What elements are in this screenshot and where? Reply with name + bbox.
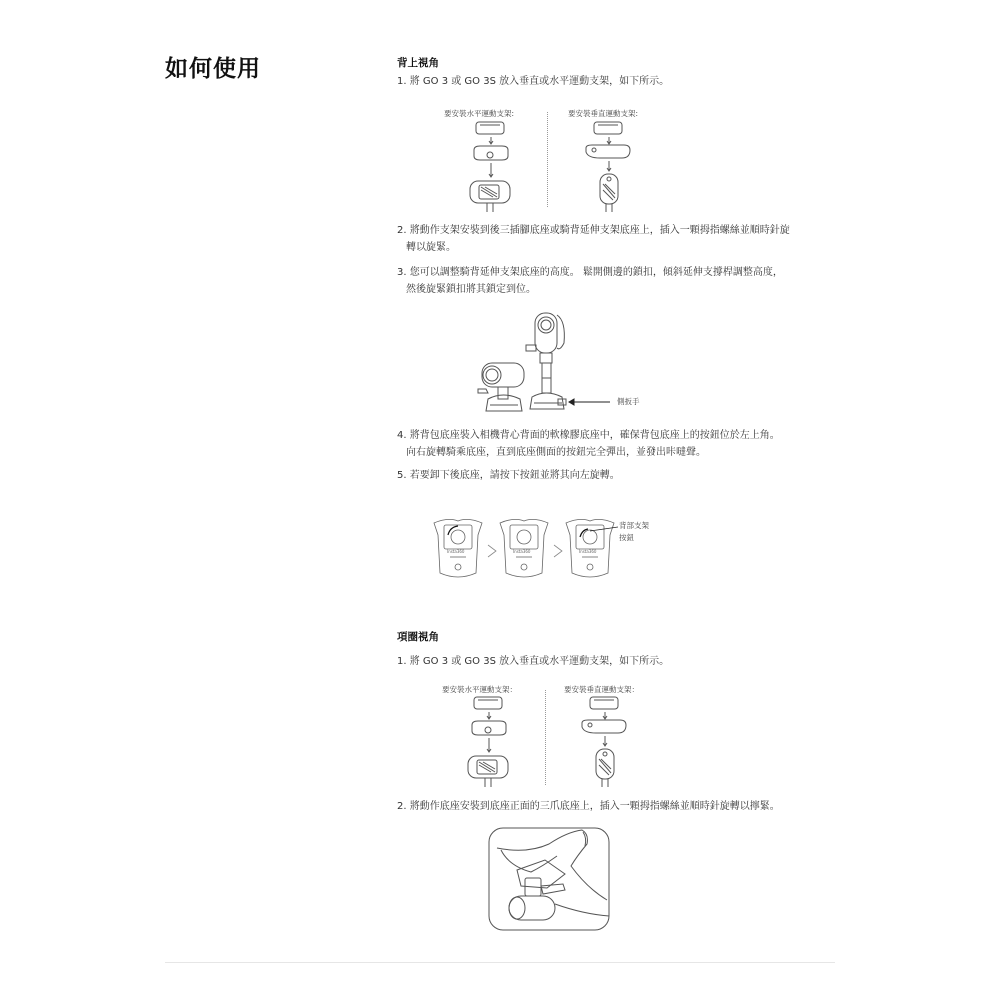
horizontal-mount-illustration [460, 693, 520, 788]
step-number: 1. [397, 76, 407, 87]
step-text: 將 GO 3 或 GO 3S 放入垂直或水平運動支架，如下所示。 [409, 656, 670, 667]
step-text-continued: 向右旋轉騎乘底座，直到底座側面的按鈕完全彈出，並發出咔噠聲。 [406, 447, 706, 458]
footer-divider [165, 962, 835, 963]
page-title: 如何使用 [165, 56, 261, 82]
side-lever-callout: 側扳手 [617, 397, 640, 406]
collar-mount-illustration [487, 826, 612, 934]
vest-brand-3: Insta360 [579, 549, 597, 554]
horizontal-mount-label: 要安裝水平運動支架: [444, 109, 515, 118]
vest-brand-1: Insta360 [447, 549, 465, 554]
extension-mount-illustration [470, 303, 620, 418]
step-number: 2. [397, 225, 407, 236]
step-number: 3. [397, 267, 407, 278]
horizontal-mount-label: 要安裝水平運動支架： [442, 685, 517, 694]
step-number: 1. [397, 656, 407, 667]
step-text: 將動作支架安裝到後三插腳底座或騎背延伸支架底座上，插入一顆拇指螺絲並順時針旋 [409, 225, 790, 236]
step-text: 將背包底座裝入相機背心背面的軟橡膠底座中，確保背包底座上的按鈕位於左上角。 [409, 430, 780, 441]
step-text: 您可以調整騎背延伸支架底座的高度。 鬆開側邊的鎖扣，傾斜延伸支撐桿調整高度， [409, 267, 783, 278]
diagram-divider [545, 690, 546, 785]
callout-line-2: 按鈕 [619, 533, 634, 542]
back-step-5 [397, 467, 620, 484]
back-step-3 [397, 264, 783, 298]
step-text: 將 GO 3 或 GO 3S 放入垂直或水平運動支架，如下所示。 [409, 76, 670, 87]
collar-step-1 [397, 653, 669, 670]
back-step-2 [397, 222, 790, 256]
step-text: 若要卸下後底座，請按下按鈕並將其向左旋轉。 [409, 470, 620, 481]
step-text-continued: 然後旋緊鎖扣將其鎖定到位。 [406, 284, 536, 295]
back-step-1 [397, 73, 669, 90]
vest-brand-2: Insta360 [513, 549, 531, 554]
step-text-continued: 轉以旋緊。 [406, 242, 456, 253]
vertical-mount-illustration [580, 118, 640, 213]
collar-view-heading: 項圈視角 [397, 631, 439, 643]
diagram-divider [547, 112, 548, 207]
back-step-4 [397, 427, 780, 461]
step-number: 2. [397, 801, 407, 812]
vertical-mount-label: 要安裝垂直運動支架： [564, 685, 639, 694]
back-mount-button-callout [619, 520, 649, 544]
step-text: 將動作底座安裝到底座正面的三爪底座上，插入一顆拇指螺絲並順時針旋轉以擰緊。 [409, 801, 780, 812]
vertical-mount-illustration [576, 693, 636, 788]
vertical-mount-label: 要安裝垂直運動支架: [568, 109, 639, 118]
back-view-heading: 背上視角 [397, 57, 439, 69]
collar-step-2 [397, 798, 780, 815]
step-number: 5. [397, 470, 407, 481]
horizontal-mount-illustration [462, 118, 522, 213]
step-number: 4. [397, 430, 407, 441]
callout-line-1: 背部支架 [619, 521, 649, 530]
